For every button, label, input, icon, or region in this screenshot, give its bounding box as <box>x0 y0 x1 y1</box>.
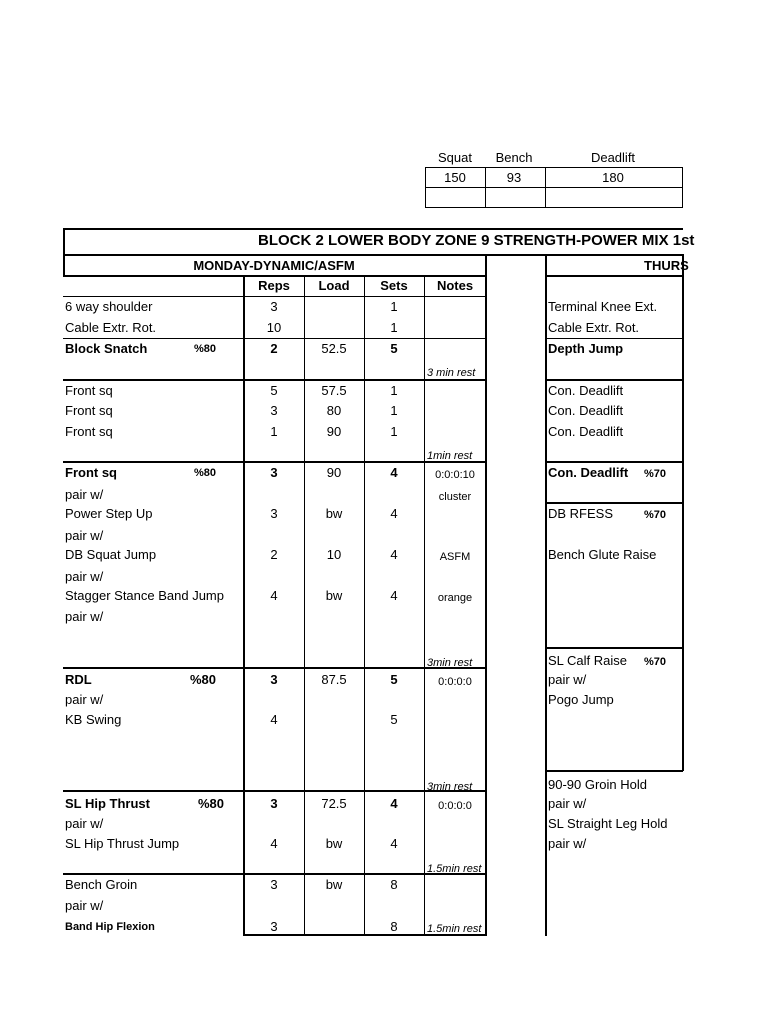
col-notes: Notes <box>436 278 474 293</box>
monday-exercise: pair w/ <box>65 692 104 707</box>
thursday-exercise: pair w/ <box>548 836 587 851</box>
max-value-deadlift: 180 <box>602 170 624 185</box>
thursday-exercise: DB RFESS <box>548 506 614 521</box>
monday-reps: 10 <box>266 320 282 335</box>
monday-exercise: Block Snatch <box>65 341 148 356</box>
monday-rest-note: 1.5min rest <box>427 923 482 935</box>
monday-notes: 0:0:0:10 <box>435 469 475 481</box>
monday-reps: 3 <box>270 506 278 521</box>
monday-reps: 1 <box>270 424 278 439</box>
title-clip <box>65 232 695 252</box>
monday-reps: 3 <box>270 465 278 480</box>
col-load: Load <box>318 278 350 293</box>
monday-sets: 1 <box>390 424 398 439</box>
thursday-block-divider <box>545 379 683 381</box>
monday-exercise: Front sq <box>65 383 113 398</box>
thursday-exercise: Pogo Jump <box>548 692 614 707</box>
monday-sets: 4 <box>390 796 398 811</box>
monday-exercise: pair w/ <box>65 569 104 584</box>
monday-reps: 4 <box>270 712 278 727</box>
monday-exercise: pair w/ <box>65 898 104 913</box>
monday-reps: 4 <box>270 836 278 851</box>
max-header-squat: Squat <box>438 150 472 165</box>
monday-reps: 3 <box>270 877 278 892</box>
monday-exercise: RDL <box>65 672 92 687</box>
monday-rest-note: 1min rest <box>427 450 473 462</box>
monday-col-divider <box>364 276 365 936</box>
monday-rest-note: 3 min rest <box>427 367 476 379</box>
monday-reps: 3 <box>270 299 278 314</box>
monday-reps: 2 <box>270 341 278 356</box>
col-reps: Reps <box>258 278 290 293</box>
monday-exercise: KB Swing <box>65 712 122 727</box>
monday-load: 87.5 <box>321 672 347 687</box>
monday-load: 52.5 <box>321 341 347 356</box>
thursday-block-divider <box>545 647 683 649</box>
max-line <box>485 167 486 208</box>
monday-exercise: Front sq <box>65 403 113 418</box>
max-header-deadlift: Deadlift <box>590 150 636 165</box>
monday-sets: 4 <box>390 836 398 851</box>
monday-load: bw <box>325 877 343 892</box>
thursday-exercise: Depth Jump <box>548 341 624 356</box>
thursday-block-divider <box>545 770 683 772</box>
monday-percent: %80 <box>194 467 217 479</box>
monday-reps: 3 <box>270 403 278 418</box>
thursday-right-border <box>682 254 684 771</box>
monday-notes: orange <box>437 592 473 604</box>
monday-sets: 5 <box>390 672 398 687</box>
thursday-block-divider <box>545 502 683 504</box>
monday-exercise: Power Step Up <box>65 506 153 521</box>
monday-exercise: SL Hip Thrust Jump <box>65 836 180 851</box>
monday-load: 72.5 <box>321 796 347 811</box>
monday-day-title: MONDAY-DYNAMIC/ASFM <box>193 258 355 273</box>
monday-notes: 0:0:0:0 <box>438 800 472 812</box>
monday-exercise: pair w/ <box>65 609 104 624</box>
thursday-header-line <box>545 275 683 277</box>
monday-right-border <box>485 254 487 936</box>
max-value-bench: 93 <box>506 170 522 185</box>
monday-sets: 8 <box>390 919 398 934</box>
monday-load: 90 <box>326 424 342 439</box>
thursday-percent: %70 <box>644 656 667 668</box>
monday-exercise: Bench Groin <box>65 877 138 892</box>
monday-reps: 3 <box>270 672 278 687</box>
monday-reps: 4 <box>270 588 278 603</box>
monday-load: bw <box>325 836 343 851</box>
monday-exercise: Stagger Stance Band Jump <box>65 588 224 603</box>
monday-exercise: pair w/ <box>65 487 104 502</box>
thursday-exercise: Con. Deadlift <box>548 424 624 439</box>
monday-load: bw <box>325 506 343 521</box>
monday-sets: 4 <box>390 588 398 603</box>
thursday-block-divider <box>545 338 683 339</box>
monday-sets: 1 <box>390 383 398 398</box>
monday-sets: 4 <box>390 465 398 480</box>
monday-col-divider <box>243 276 245 936</box>
thursday-exercise: Cable Extr. Rot. <box>548 320 640 335</box>
thursday-exercise: Bench Glute Raise <box>548 547 657 562</box>
monday-exercise: Front sq <box>65 465 117 480</box>
monday-load: 90 <box>326 465 342 480</box>
col-sets: Sets <box>380 278 408 293</box>
thursday-exercise: SL Straight Leg Hold <box>548 816 668 831</box>
monday-load: bw <box>325 588 343 603</box>
block-divider <box>63 667 486 669</box>
thursday-exercise: pair w/ <box>548 796 587 811</box>
monday-percent: %80 <box>190 672 217 687</box>
block-divider <box>63 461 486 463</box>
monday-sets: 1 <box>390 299 398 314</box>
monday-sets: 8 <box>390 877 398 892</box>
max-line <box>425 167 683 168</box>
monday-header-line <box>63 275 486 277</box>
max-line <box>545 167 546 208</box>
thursday-percent: %70 <box>644 468 667 480</box>
monday-exercise: Band Hip Flexion <box>65 921 155 933</box>
monday-percent: %80 <box>198 796 225 811</box>
max-header-bench: Bench <box>495 150 533 165</box>
thursday-exercise: Terminal Knee Ext. <box>548 299 658 314</box>
thursday-exercise: Con. Deadlift <box>548 465 629 480</box>
monday-sets: 1 <box>390 403 398 418</box>
monday-sets: 1 <box>390 320 398 335</box>
thursday-bottom-corner <box>545 934 547 936</box>
monday-load: 10 <box>326 547 342 562</box>
monday-rest-note: 1.5min rest <box>427 863 482 875</box>
monday-col-divider <box>424 276 425 936</box>
monday-rest-note: 3min rest <box>427 781 473 793</box>
thursday-title-clip <box>547 258 689 275</box>
monday-notes: ASFM <box>439 551 471 563</box>
monday-exercise: SL Hip Thrust <box>65 796 150 811</box>
monday-percent: %80 <box>194 343 217 355</box>
monday-load: 57.5 <box>321 383 347 398</box>
thursday-percent: %70 <box>644 509 667 521</box>
monday-exercise: DB Squat Jump <box>65 547 157 562</box>
monday-exercise: pair w/ <box>65 816 104 831</box>
thursday-left-border <box>545 254 547 936</box>
column-header-line <box>63 296 486 297</box>
monday-rest-note: 3min rest <box>427 657 473 669</box>
thursday-exercise: pair w/ <box>548 672 587 687</box>
monday-reps: 3 <box>270 919 278 934</box>
title-border-top <box>63 228 683 230</box>
thursday-block-divider <box>545 461 683 463</box>
max-line <box>682 167 683 208</box>
page-title: BLOCK 2 LOWER BODY ZONE 9 STRENGTH-POWER MIX 1st <box>258 232 695 249</box>
max-line <box>425 167 426 208</box>
monday-notes: cluster <box>438 491 472 503</box>
max-line <box>425 187 683 188</box>
thursday-exercise: 90-90 Groin Hold <box>548 777 647 792</box>
monday-exercise: Front sq <box>65 424 113 439</box>
monday-load: 80 <box>326 403 342 418</box>
thursday-exercise: Con. Deadlift <box>548 403 624 418</box>
monday-reps: 5 <box>270 383 278 398</box>
monday-exercise: Cable Extr. Rot. <box>65 320 157 335</box>
max-line <box>425 207 683 208</box>
monday-exercise: 6 way shoulder <box>65 299 153 314</box>
monday-reps: 3 <box>270 796 278 811</box>
block-divider <box>63 790 486 792</box>
title-border-bottom <box>63 254 683 256</box>
monday-exercise: pair w/ <box>65 528 104 543</box>
monday-notes: 0:0:0:0 <box>438 676 472 688</box>
block-divider <box>63 338 486 339</box>
max-value-squat: 150 <box>444 170 466 185</box>
monday-sets: 5 <box>390 341 398 356</box>
monday-sets: 4 <box>390 547 398 562</box>
thursday-exercise: Con. Deadlift <box>548 383 624 398</box>
thursday-day-title: THURS <box>644 258 689 273</box>
monday-col-divider <box>304 276 305 936</box>
thursday-exercise: SL Calf Raise <box>548 653 627 668</box>
block-divider <box>63 873 486 875</box>
monday-sets: 5 <box>390 712 398 727</box>
monday-sets: 4 <box>390 506 398 521</box>
monday-reps: 2 <box>270 547 278 562</box>
block-divider <box>63 379 486 381</box>
